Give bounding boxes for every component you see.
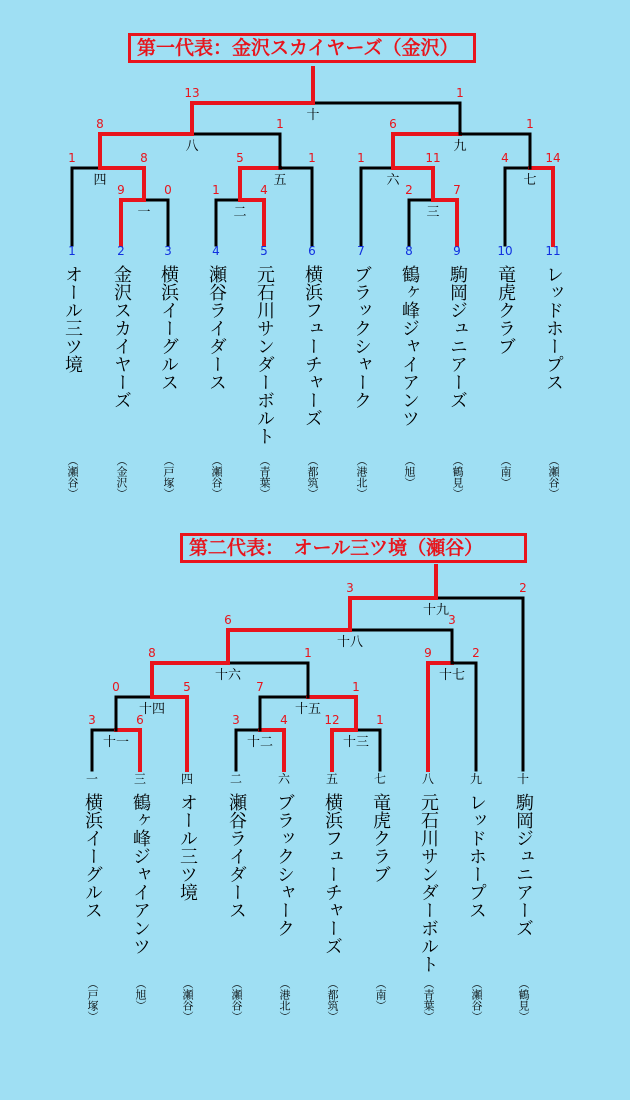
bracket1-team8-name: 駒岡ジュニアーズ xyxy=(447,265,468,409)
bracket1-team3-seed: 4 xyxy=(212,244,220,258)
bracket2-team9-seed: 十 xyxy=(516,772,530,786)
bracket1-game2-label: 三 xyxy=(426,205,440,220)
bracket2-team2-area: （瀬谷） xyxy=(181,978,194,1022)
bracket1-team1-seed: 2 xyxy=(117,244,125,258)
bracket2-game8-right-score: 2 xyxy=(519,581,527,595)
bracket1-team0-seed: 1 xyxy=(68,244,76,258)
bracket1-game3-left-score: 1 xyxy=(68,151,76,165)
bracket1-team10-seed: 11 xyxy=(545,244,561,258)
bracket1-game2-right-score: 7 xyxy=(453,183,461,197)
bracket1-game1-label: 二 xyxy=(233,205,247,220)
bracket2-team0-seed: 一 xyxy=(85,772,99,786)
bracket2-team4-name: ブラックシャーク xyxy=(274,793,295,937)
bracket2-game7-right-score: 3 xyxy=(448,613,456,627)
bracket2-game5-label: 十六 xyxy=(214,668,242,683)
bracket2-game1-left-score: 3 xyxy=(232,713,240,727)
bracket1-game8-label: 九 xyxy=(453,139,467,154)
bracket2-game1-right-score: 4 xyxy=(280,713,288,727)
bracket2-game3-label: 十四 xyxy=(138,702,166,717)
bracket2-game8-label: 十九 xyxy=(422,603,450,618)
bracket2-team2-name: オール三ツ境 xyxy=(177,793,198,901)
bracket1-game8-right-score: 1 xyxy=(526,117,534,131)
bracket2-game3-left-score: 0 xyxy=(112,680,120,694)
bracket1-team6-seed: 7 xyxy=(357,244,365,258)
bracket1-game7-left-score: 8 xyxy=(96,117,104,131)
bracket1-game3-right-score: 8 xyxy=(140,151,148,165)
bracket1-game0-label: 一 xyxy=(137,205,151,220)
bracket2-team5-area: （都筑） xyxy=(326,978,339,1022)
bracket1-game9-left-score: 13 xyxy=(184,86,200,100)
bracket1-team10-name: レッドホープス xyxy=(543,265,564,391)
bracket1-team9-area: （南） xyxy=(499,455,512,488)
bracket2-team0-name: 横浜イーグルス xyxy=(82,793,103,919)
bracket1-team5-name: 横浜フューチャーズ xyxy=(302,265,323,427)
bracket2-game0-left-score: 3 xyxy=(88,713,96,727)
bracket1-team6-area: （港北） xyxy=(355,455,368,499)
bracket2-team7-name: 元石川サンダーボルト xyxy=(418,793,439,973)
bracket1-team5-seed: 6 xyxy=(308,244,316,258)
bracket2-title: 第二代表： オール三ツ境（瀬谷） xyxy=(180,533,527,563)
bracket1-game1-right-score: 4 xyxy=(260,183,268,197)
bracket1-team0-name: オール三ツ境 xyxy=(62,265,83,373)
bracket1-team7-area: （旭） xyxy=(403,455,416,488)
bracket2-team4-seed: 六 xyxy=(277,772,291,786)
bracket2-team0-area: （戸塚） xyxy=(86,978,99,1022)
bracket1-game5-label: 六 xyxy=(386,173,400,188)
bracket2-team8-seed: 九 xyxy=(469,772,483,786)
bracket2-game3-right-score: 5 xyxy=(183,680,191,694)
bracket1-team4-name: 元石川サンダーボルト xyxy=(254,265,275,445)
bracket2-team3-name: 瀬谷ライダース xyxy=(226,793,247,919)
bracket1-game0-right-score: 0 xyxy=(164,183,172,197)
bracket1-game0-left-score: 9 xyxy=(117,183,125,197)
bracket1-team8-area: （鶴見） xyxy=(451,455,464,499)
bracket2-team8-area: （瀬谷） xyxy=(470,978,483,1022)
bracket2-game1-label: 十二 xyxy=(246,735,274,750)
bracket2-game0-label: 十一 xyxy=(102,735,130,750)
bracket1-game6-label: 七 xyxy=(523,173,537,188)
bracket2-game0-right-score: 6 xyxy=(136,713,144,727)
bracket2-game5-left-score: 8 xyxy=(148,646,156,660)
bracket1-game6-left-score: 4 xyxy=(501,151,509,165)
bracket1-game1-left-score: 1 xyxy=(212,183,220,197)
bracket1-game8-left-score: 6 xyxy=(389,117,397,131)
bracket2-team9-name: 駒岡ジュニアーズ xyxy=(513,793,534,937)
bracket2-game7-left-score: 6 xyxy=(224,613,232,627)
bracket2-team4-area: （港北） xyxy=(278,978,291,1022)
bracket2-game8-left-score: 3 xyxy=(346,581,354,595)
bracket2-team1-name: 鶴ヶ峰ジャイアンツ xyxy=(130,793,151,955)
bracket1-game7-label: 八 xyxy=(185,139,199,154)
bracket2-team9-area: （鶴見） xyxy=(517,978,530,1022)
bracket2-game4-right-score: 1 xyxy=(352,680,360,694)
bracket2-team6-area: （南） xyxy=(374,978,387,1011)
bracket2-team2-seed: 四 xyxy=(180,772,194,786)
bracket2-game2-label: 十三 xyxy=(342,735,370,750)
bracket1-game5-right-score: 11 xyxy=(425,151,441,165)
bracket1-game4-left-score: 5 xyxy=(236,151,244,165)
bracket1-team4-area: （青葉） xyxy=(258,455,271,499)
bracket2-team6-name: 竜虎クラブ xyxy=(370,793,391,883)
bracket1-team4-seed: 5 xyxy=(260,244,268,258)
bracket1-team2-area: （戸塚） xyxy=(162,455,175,499)
bracket1-team2-seed: 3 xyxy=(164,244,172,258)
bracket1-team8-seed: 9 xyxy=(453,244,461,258)
bracket1-team9-name: 竜虎クラブ xyxy=(495,265,516,355)
bracket2-team7-seed: 八 xyxy=(421,772,435,786)
bracket2-game2-right-score: 1 xyxy=(376,713,384,727)
bracket1-game6-right-score: 14 xyxy=(545,151,561,165)
bracket1-team3-name: 瀬谷ライダース xyxy=(206,265,227,391)
bracket2-game5-right-score: 1 xyxy=(304,646,312,660)
bracket2-game4-label: 十五 xyxy=(294,702,322,717)
bracket2-game2-left-score: 12 xyxy=(324,713,340,727)
bracket1-team5-area: （都筑） xyxy=(306,455,319,499)
bracket1-game9-label: 十 xyxy=(306,108,320,123)
bracket2-game6-label: 十七 xyxy=(438,668,466,683)
bracket2-team1-area: （旭） xyxy=(134,978,147,1011)
bracket2-game6-right-score: 2 xyxy=(472,646,480,660)
bracket1-team0-area: （瀬谷） xyxy=(66,455,79,499)
bracket2-game7-label: 十八 xyxy=(336,635,364,650)
bracket1-title: 第一代表：金沢スカイヤーズ（金沢） xyxy=(128,33,476,63)
bracket1-game5-left-score: 1 xyxy=(357,151,365,165)
bracket1-game4-right-score: 1 xyxy=(308,151,316,165)
bracket1-team3-area: （瀬谷） xyxy=(210,455,223,499)
bracket1-team7-name: 鶴ヶ峰ジャイアンツ xyxy=(399,265,420,427)
bracket2-team1-seed: 三 xyxy=(133,772,147,786)
bracket2-team3-seed: 二 xyxy=(229,772,243,786)
bracket1-game9-right-score: 1 xyxy=(456,86,464,100)
bracket2-team3-area: （瀬谷） xyxy=(230,978,243,1022)
bracket1-team2-name: 横浜イーグルス xyxy=(158,265,179,391)
bracket2-team7-area: （青葉） xyxy=(422,978,435,1022)
bracket1-game2-left-score: 2 xyxy=(405,183,413,197)
bracket2-game6-left-score: 9 xyxy=(424,646,432,660)
bracket1-team6-name: ブラックシャーク xyxy=(351,265,372,409)
bracket1-team9-seed: 10 xyxy=(497,244,513,258)
bracket1-team1-area: （金沢） xyxy=(115,455,128,499)
bracket2-team5-name: 横浜フューチャーズ xyxy=(322,793,343,955)
bracket1-game4-label: 五 xyxy=(273,173,287,188)
bracket1-game7-right-score: 1 xyxy=(276,117,284,131)
bracket1-team10-area: （瀬谷） xyxy=(547,455,560,499)
bracket1-team7-seed: 8 xyxy=(405,244,413,258)
bracket2-team5-seed: 五 xyxy=(325,772,339,786)
bracket2-team8-name: レッドホープス xyxy=(466,793,487,919)
bracket1-team1-name: 金沢スカイヤーズ xyxy=(111,265,132,409)
bracket2-game4-left-score: 7 xyxy=(256,680,264,694)
bracket1-game3-label: 四 xyxy=(93,173,107,188)
bracket2-team6-seed: 七 xyxy=(373,772,387,786)
